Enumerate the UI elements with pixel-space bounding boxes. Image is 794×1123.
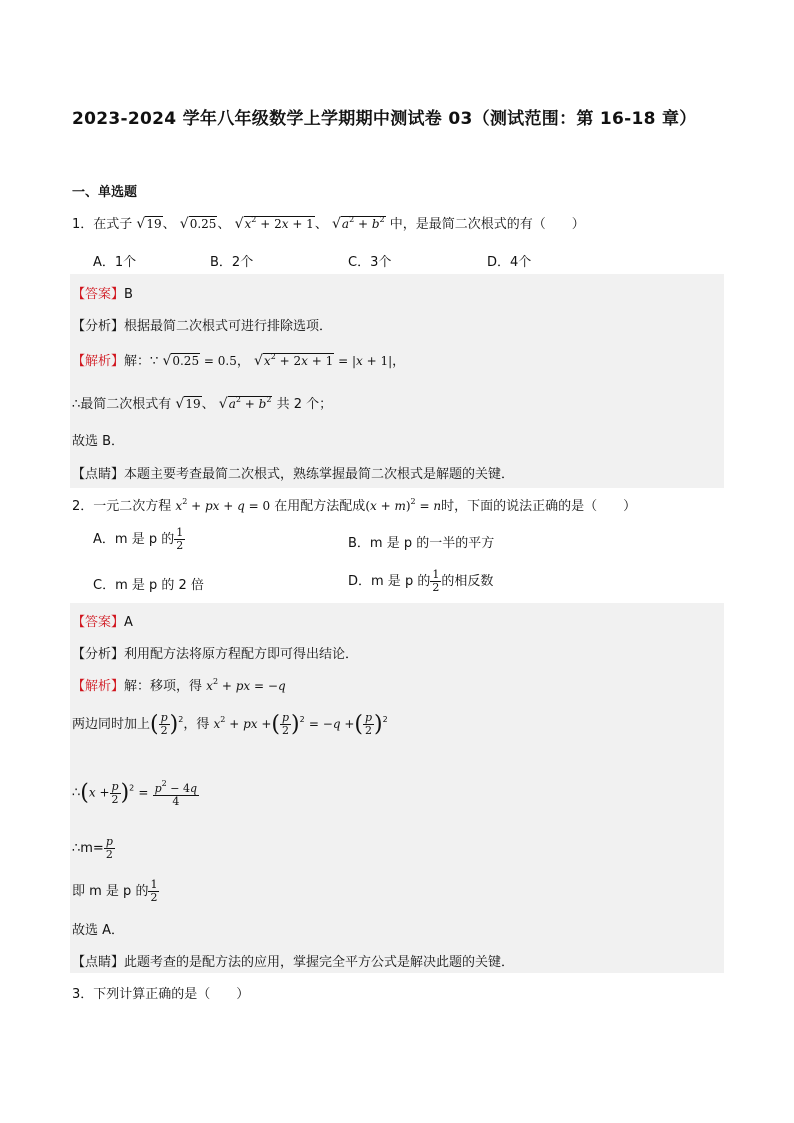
q1-option-c: C．3个: [348, 255, 392, 270]
q1-comment: 【点睛】本题主要考查最简二次根式，熟练掌握最简二次根式是解题的关键．: [72, 467, 515, 482]
q2-solution: 【解析】解：移项，得 $x^2$ + px = −q: [72, 677, 286, 694]
q2-step5: 即 m 是 p 的 $\frac{1}{2}$: [72, 878, 158, 904]
q1-therefore: ∴最简二次根式有 √19、 $√a^2 + b^2$ 共 2 个；: [72, 395, 333, 412]
q2-choose: 故选 A．: [72, 923, 125, 938]
q1-answer-block: [70, 274, 724, 488]
q2-option-b: B．m 是 p 的一半的平方: [348, 536, 495, 551]
q2-step3: ∴(x + $\frac{p}{2}$ )$^2$ = $\frac{p^2 - 4q}{4}$: [72, 779, 198, 808]
q2-analysis: 【分析】利用配方法将原方程配方即可得出结论．: [72, 647, 359, 662]
q1-solution: 【解析】解：∵ √0.25 = 0.5， $√x^2 + 2x + 1 = |x + 1|$，: [72, 352, 406, 369]
q3-stem: 3．下列计算正确的是（ ）: [72, 987, 250, 1002]
q2-stem: 2．一元二次方程 $x^2$ + px + q = 0 在用配方法配成$(x + m)^2 = n$时，下面的说法正确的是（ ）: [72, 497, 637, 514]
q1-option-b: B．2个: [210, 255, 254, 270]
q1-analysis: 【分析】根据最简二次根式可进行排除选项．: [72, 319, 333, 334]
q2-option-a: A．m 是 p 的 $\frac{1}{2}$: [93, 526, 184, 552]
q2-option-c: C．m 是 p 的 2 倍: [93, 578, 204, 593]
section-heading: 一、单选题: [72, 185, 138, 200]
q2-comment: 【点睛】此题考查的是配方法的应用，掌握完全平方公式是解决此题的关键．: [72, 955, 515, 970]
q2-step2: 两边同时加上( $\frac{p}{2}$ )$^2$，得 $x^2$ + px +( $\frac{p}{2}$ )$^2$ = −q +( $\frac{p}{2}$ )$^2$: [72, 711, 388, 737]
q1-stem: 1．在式子 √19、 √0.25、 $√x^2 + 2x + 1$、 $√a^2 + b^2$ 中，是最简二次根式的有（ ）: [72, 215, 585, 232]
q2-step4: ∴m= $\frac{p}{2}$: [72, 835, 113, 861]
page-title: 2023-2024 学年八年级数学上学期期中测试卷 03（测试范围：第 16-18 章）: [72, 109, 697, 129]
q1-option-d: D．4个: [487, 255, 532, 270]
q2-option-d: D．m 是 p 的 $\frac{1}{2}$ 的相反数: [348, 568, 494, 594]
q1-answer: 【答案】B: [72, 287, 133, 302]
q2-answer: 【答案】A: [72, 615, 133, 630]
q1-option-a: A．1个: [93, 255, 137, 270]
q1-choose: 故选 B．: [72, 434, 125, 449]
